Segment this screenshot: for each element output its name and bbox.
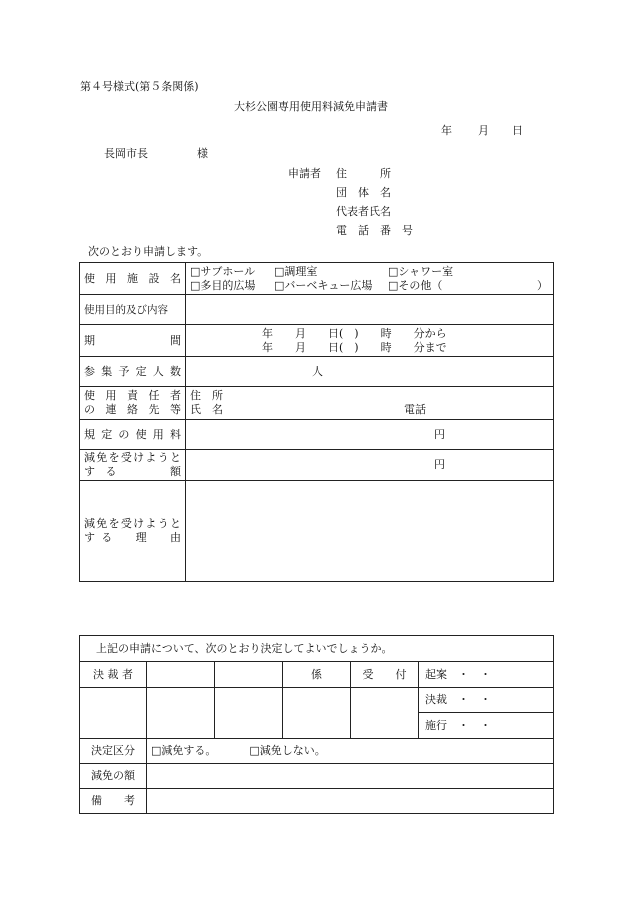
reduction-amount-label: 減免を受けようと する 額 [80, 450, 186, 481]
addressee: 長岡市長 [104, 147, 148, 160]
application-table [79, 262, 554, 582]
form-number: 第４号様式(第５条関係) [80, 80, 199, 93]
remarks-label: 備 考 [80, 789, 147, 814]
contact-label: 使用責任者 の連絡先等 [80, 387, 186, 420]
reduction-amount-result-field[interactable] [147, 764, 554, 789]
contact-name-label: 氏 名 [190, 403, 223, 416]
option-cooking-room[interactable]: □調理室 [274, 264, 318, 278]
decision-table [79, 635, 554, 814]
approver-label: 決 裁 者 [80, 662, 147, 688]
approver-cell-2[interactable] [215, 662, 283, 688]
period-from: 年 月 日( ) 時 分から [262, 326, 447, 340]
form-title: 大杉公園専用使用料減免申請書 [234, 100, 388, 113]
option-other[interactable]: □その他（ [388, 278, 443, 292]
applicant-group-label: 団 体 名 [336, 186, 391, 199]
option-multipurpose-field[interactable]: □多目的広場 [190, 278, 256, 292]
period-label: 期 間 [80, 325, 186, 357]
contact-phone-label: 電話 [404, 403, 426, 416]
reduction-amount-unit: 円 [434, 458, 445, 471]
reduction-amount-field[interactable] [186, 450, 554, 481]
applicant-rep-label: 代表者氏名 [336, 205, 391, 218]
facility-options [186, 263, 554, 295]
purpose-field[interactable] [186, 295, 554, 325]
stamp-cell-4[interactable] [351, 688, 419, 739]
shikou-field[interactable]: 施行 ・ ・ [425, 719, 491, 732]
reason-field[interactable] [186, 481, 554, 582]
decision-no-checkbox[interactable]: □減免しない。 [249, 744, 326, 757]
kakari-label: 係 [283, 662, 351, 688]
date-day: 日 [512, 124, 523, 137]
stamp-cell-2[interactable] [215, 688, 283, 739]
decision-category-field [147, 739, 554, 764]
facility-label: 使用施設名 [80, 263, 186, 295]
option-other-close: ） [537, 278, 548, 292]
applicant-label: 申請者 [288, 167, 321, 180]
applicant-address-label: 住 所 [336, 167, 391, 180]
participants-unit: 人 [312, 364, 323, 378]
date-stamp-lower [419, 688, 554, 739]
addressee-suffix: 様 [197, 147, 208, 160]
period-field[interactable] [186, 325, 554, 357]
participants-label: 参集予定人数 [80, 357, 186, 387]
approver-cell-1[interactable] [147, 662, 215, 688]
option-bbq-field[interactable]: □バーベキュー広場 [274, 278, 373, 292]
option-subhall[interactable]: □サブホール [190, 264, 256, 278]
option-shower-room[interactable]: □シャワー室 [388, 264, 454, 278]
participants-field[interactable] [186, 357, 554, 387]
date-year: 年 [441, 124, 452, 137]
stamp-cell-0[interactable] [80, 688, 147, 739]
reduction-amount-result-label: 減免の額 [80, 764, 147, 789]
reason-label: 減免を受けようと する 理 由 [80, 481, 186, 582]
uketsuke-label: 受 付 [351, 662, 419, 688]
contact-field[interactable] [186, 387, 554, 420]
fee-label: 規定の使用料 [80, 420, 186, 450]
date-month: 月 [478, 124, 489, 137]
purpose-label: 使用目的及び内容 [80, 295, 186, 325]
kessai-field[interactable]: 決裁 ・ ・ [419, 688, 553, 713]
fee-unit: 円 [434, 427, 445, 441]
stamp-cell-1[interactable] [147, 688, 215, 739]
kian-field[interactable]: 起案 ・ ・ [425, 668, 491, 681]
fee-field[interactable] [186, 420, 554, 450]
decision-intro: 上記の申請について、次のとおり決定してよいでしょうか。 [80, 636, 554, 662]
period-to: 年 月 日( ) 時 分まで [262, 340, 447, 354]
intro-text: 次のとおり申請します。 [88, 245, 209, 258]
date-stamp-cell [419, 662, 554, 688]
remarks-field[interactable] [147, 789, 554, 814]
stamp-cell-3[interactable] [283, 688, 351, 739]
decision-category-label: 決定区分 [80, 739, 147, 764]
contact-address-label: 住 所 [190, 389, 223, 402]
decision-yes-checkbox[interactable]: □減免する。 [151, 744, 217, 757]
applicant-phone-label: 電 話 番 号 [336, 224, 413, 237]
